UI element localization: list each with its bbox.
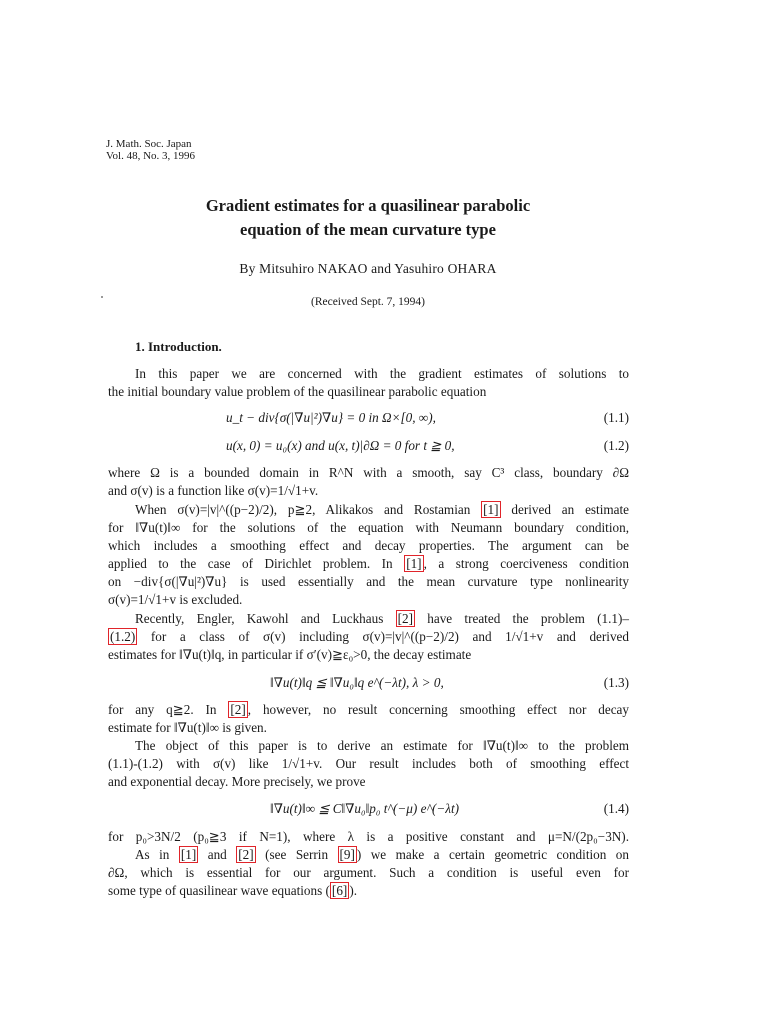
text-line: for ‖∇u(t)‖∞ for the solutions of the equation with Neumann boundary condition,	[108, 520, 629, 535]
equation-number: (1.2)	[603, 438, 629, 453]
equation-body: u_t − div{σ(|∇u|²)∇u} = 0 in Ω×[0, ∞),	[226, 410, 436, 425]
text-span: When σ(v)=|v|^((p−2)/2), p≧2, Alikakos and Rostamian	[135, 502, 482, 517]
text-line: for p₀>3N/2 (p₀≧3 if N=1), where λ is a positive constant and μ=N/(2p₀−3N).	[108, 829, 629, 844]
text-span: ) we make a certain geometric condition on	[356, 847, 629, 862]
text-line: the initial boundary value problem of the quasilinear parabolic equation	[108, 384, 487, 399]
text-line: ∂Ω, which is essential for our argument. Such a condition is useful even for	[108, 865, 629, 880]
citation-link[interactable]: [1]	[406, 556, 422, 571]
equation-number: (1.1)	[603, 410, 629, 425]
text-span: some type of quasilinear wave equations (	[108, 883, 330, 898]
text-line	[135, 501, 629, 519]
citation-link[interactable]: [1]	[180, 847, 197, 862]
text-span: derived an estimate	[500, 502, 630, 517]
text-line: In this paper we are concerned with the gradient estimates of solutions to	[135, 366, 629, 381]
citation-link[interactable]: [2]	[230, 702, 246, 717]
citation-link[interactable]: [1]	[483, 502, 499, 517]
text-line: estimate for ‖∇u(t)‖∞ is given.	[108, 720, 267, 735]
text-line: on −div{σ(|∇u|²)∇u} is used essentially and the mean curvature type nonlinearity	[108, 574, 629, 589]
citation-link[interactable]: [2]	[238, 847, 254, 862]
text-line	[135, 846, 629, 864]
received-date: (Received Sept. 7, 1994)	[310, 296, 425, 308]
text-line: which includes a smoothing effect and decay properties. The argument can be	[108, 538, 629, 553]
text-line: and exponential decay. More precisely, we prove	[108, 774, 366, 789]
citation-link[interactable]: [2]	[397, 611, 413, 626]
text-line: σ(v)=1/√1+v is excluded.	[108, 592, 243, 607]
text-line	[108, 555, 629, 573]
text-span: have treated the problem (1.1)–	[415, 611, 629, 626]
text-line: (1.1)-(1.2) with σ(v) like 1/√1+v. Our result includes both of smoothing effect	[108, 756, 629, 771]
equation-body: u(x, 0) = u₀(x) and u(x, t)|∂Ω = 0 for t ≧ 0,	[226, 438, 455, 453]
equation-number: (1.3)	[603, 675, 629, 690]
text-line	[108, 701, 629, 719]
journal-name: J. Math. Soc. Japan	[106, 138, 192, 150]
text-line: The object of this paper is to derive an estimate for ‖∇u(t)‖∞ to the problem	[135, 738, 629, 753]
equation-link[interactable]: (1.2)	[110, 629, 136, 644]
text-span: , however, no result concerning smoothing effect nor decay	[247, 702, 629, 717]
title-line-1: Gradient estimates for a quasilinear parabolic	[205, 196, 531, 215]
citation-link[interactable]: [9]	[339, 847, 355, 862]
text-line	[135, 610, 629, 628]
text-span: Recently, Engler, Kawohl and Luckhaus	[135, 611, 396, 626]
text-span: for any q≧2. In	[108, 702, 229, 717]
equation-body: ‖∇u(t)‖q ≦ ‖∇u₀‖q e^(−λt), λ > 0,	[270, 675, 444, 690]
journal-volume: Vol. 48, No. 3, 1996	[106, 150, 196, 162]
text-span: (see Serrin	[255, 847, 338, 862]
section-heading: 1. Introduction.	[135, 339, 222, 354]
text-line: and σ(v) is a function like σ(v)=1/√1+v.	[108, 483, 319, 498]
text-span: applied to the case of Dirichlet problem. In	[108, 556, 405, 571]
text-line: estimates for ‖∇u(t)‖q, in particular if σ′(v)≧ε₀>0, the decay estimate	[108, 647, 472, 662]
citation-link[interactable]: [6]	[331, 883, 348, 898]
text-line	[108, 628, 629, 646]
text-span: and	[198, 847, 237, 862]
paper-title	[0, 194, 736, 242]
text-span: , a strong coerciveness condition	[423, 556, 629, 571]
text-span: ).	[349, 883, 358, 898]
title-line-2: equation of the mean curvature type	[240, 220, 496, 239]
equation-number: (1.4)	[603, 801, 629, 816]
text-span: As in	[135, 847, 179, 862]
authors: By Mitsuhiro NAKAO and Yasuhiro OHARA	[239, 261, 497, 276]
text-span: for a class of σ(v) including σ(v)=|v|^((p−2)/2) and 1/√1+v and derived	[137, 629, 629, 644]
text-line	[108, 882, 629, 900]
equation-body: ‖∇u(t)‖∞ ≦ C‖∇u₀‖p₀ t^(−μ) e^(−λt)	[270, 801, 460, 816]
text-line: where Ω is a bounded domain in R^N with a smooth, say C³ class, boundary ∂Ω	[108, 465, 629, 480]
journal-info	[106, 138, 195, 162]
